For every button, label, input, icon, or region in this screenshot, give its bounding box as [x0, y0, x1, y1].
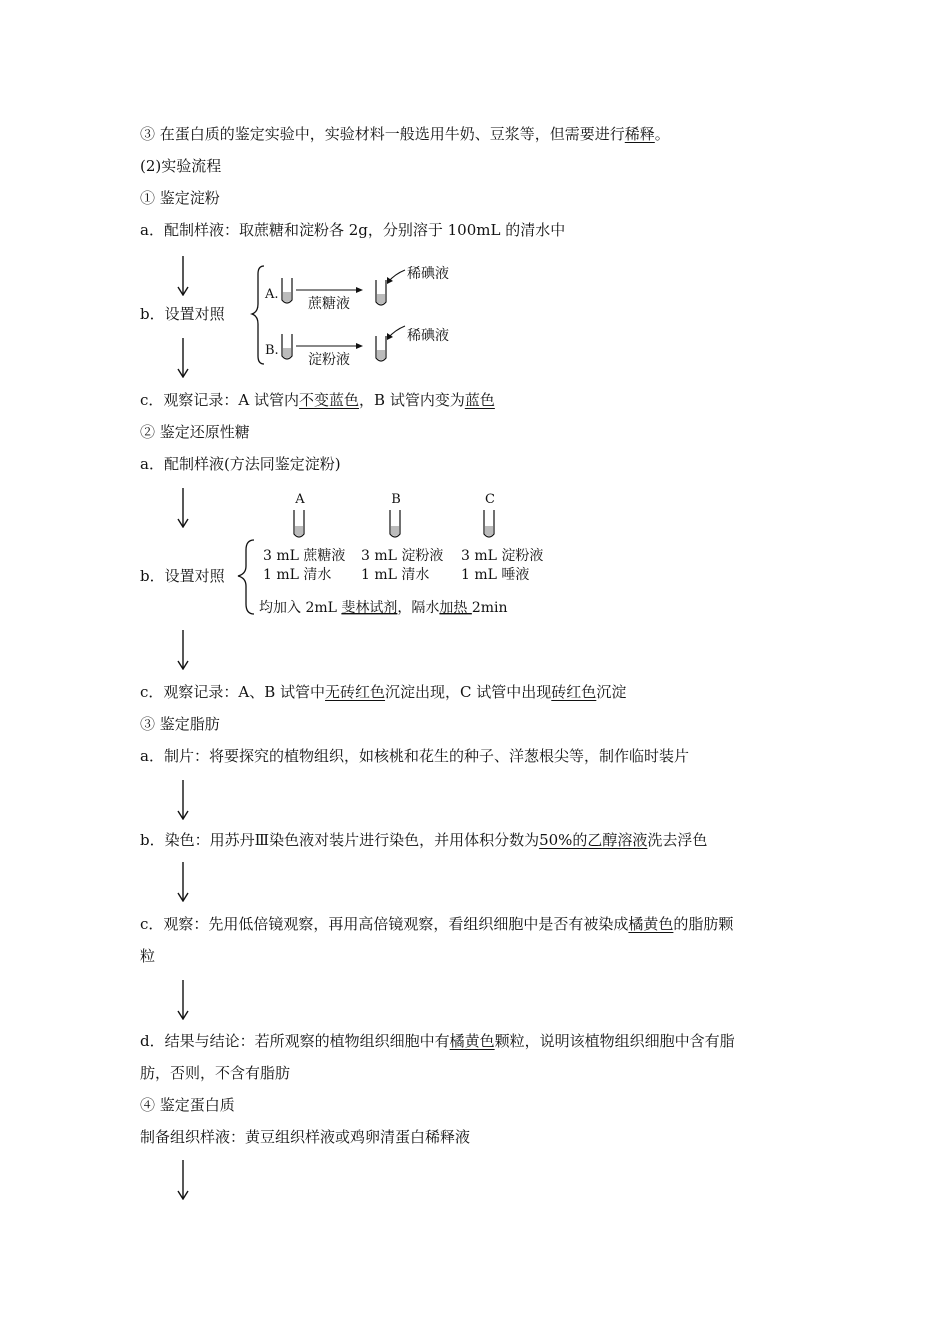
step-prepare-tissue-sample: 制备组织样液：黄豆组织样液或鸡卵清蛋白稀释液 — [140, 1128, 471, 1146]
step-observe-record: c．观察记录：A 试管内不变蓝色，B 试管内变为蓝色 — [140, 391, 495, 409]
tube-label: C — [485, 492, 495, 507]
subsection-heading-protein: ④ 鉴定蛋白质 — [140, 1096, 235, 1114]
step-stain: b．染色：用苏丹Ⅲ染色液对装片进行染色，并用体积分数为50%的乙醇溶液洗去浮色 — [140, 831, 708, 849]
underlined-answer: 蓝色 — [464, 391, 495, 409]
starch-test-figure — [250, 260, 470, 370]
reducing-sugar-figure — [232, 488, 562, 620]
underlined-answer: 稀释 — [624, 125, 655, 143]
subsection-heading-fat: ③ 鉴定脂肪 — [140, 715, 220, 733]
tube-label-a: A. — [265, 287, 279, 302]
underlined-answer: 橘黄色 — [449, 1032, 495, 1050]
step-make-slide: a．制片：将要探究的植物组织，如核桃和花生的种子、洋葱根尖等，制作临时装片 — [140, 747, 689, 765]
text-line-protein-note: ③ 在蛋白质的鉴定实验中，实验材料一般选用牛奶、豆浆等，但需要进行稀释。 — [140, 125, 670, 143]
tube-a — [263, 492, 345, 583]
step-observe-continued: 粒 — [140, 947, 156, 965]
underlined-answer: 无砖红色 — [325, 683, 386, 701]
step-observe-record: c．观察记录：A、B 试管中无砖红色沉淀出现，C 试管中出现砖红色沉淀 — [140, 683, 627, 701]
down-arrow-icon — [174, 630, 192, 670]
tube-label: B — [391, 492, 401, 507]
step-prepare-sample: a．配制样液：取蔗糖和淀粉各 2g，分别溶于 100mL 的清水中 — [140, 221, 566, 239]
subsection-heading-reducing-sugar: ② 鉴定还原性糖 — [140, 423, 250, 441]
tube-content-line: 3 mL 淀粉液 — [461, 548, 544, 564]
down-arrow-icon — [174, 338, 192, 378]
down-arrow-icon — [174, 780, 192, 820]
tube-c — [461, 492, 543, 583]
test-tube-icon — [376, 280, 386, 305]
subsection-heading-starch: ① 鉴定淀粉 — [140, 189, 220, 207]
underlined-answer: 橘黄色 — [628, 915, 674, 933]
starch-label: 淀粉液 — [308, 352, 350, 368]
step-setup-control: b．设置对照 — [140, 305, 225, 323]
underlined-answer: 砖红色 — [551, 683, 597, 701]
tube-label-b: B. — [265, 343, 279, 358]
step-setup-control: b．设置对照 — [140, 567, 225, 585]
test-tube-icon — [484, 510, 494, 537]
down-arrow-icon — [174, 862, 192, 902]
down-arrow-icon — [174, 980, 192, 1020]
underlined-answer: 50%的乙醇溶液 — [539, 831, 648, 849]
down-arrow-icon — [174, 256, 192, 296]
brace-icon — [238, 540, 254, 614]
step-result-continued: 肪，否则，不含有脂肪 — [140, 1064, 291, 1082]
test-tube-icon — [376, 336, 386, 361]
tube-content-line: 1 mL 唾液 — [461, 567, 530, 583]
brace-icon — [252, 266, 264, 364]
tube-content-line: 1 mL 清水 — [263, 567, 332, 583]
iodine-label: 稀碘液 — [407, 266, 449, 282]
section-heading: (2)实验流程 — [140, 157, 222, 175]
tube-content-line: 3 mL 淀粉液 — [361, 548, 444, 564]
step-result-conclusion: d．结果与结论：若所观察的植物组织细胞中有橘黄色颗粒，说明该植物组织细胞中含有脂 — [140, 1032, 735, 1050]
test-tube-icon — [282, 334, 292, 359]
step-observe: c．观察：先用低倍镜观察，再用高倍镜观察，看组织细胞中是否有被染成橘黄色的脂肪颗 — [140, 915, 734, 933]
sucrose-label: 蔗糖液 — [308, 296, 350, 312]
down-arrow-icon — [174, 1160, 192, 1200]
iodine-label: 稀碘液 — [407, 328, 449, 344]
tube-b — [361, 492, 443, 583]
test-tube-icon — [294, 510, 304, 537]
test-tube-icon — [390, 510, 400, 537]
step-prepare-sample: a．配制样液(方法同鉴定淀粉) — [140, 455, 341, 473]
tube-label: A — [295, 492, 305, 507]
test-tube-icon — [282, 278, 292, 303]
underlined-answer: 不变蓝色 — [299, 391, 360, 409]
tube-content-line: 3 mL 蔗糖液 — [263, 548, 346, 564]
down-arrow-icon — [174, 488, 192, 528]
tube-content-line: 1 mL 清水 — [361, 567, 430, 583]
fehling-note: 均加入 2mL 斐林试剂，隔水加热 2min — [259, 600, 508, 616]
